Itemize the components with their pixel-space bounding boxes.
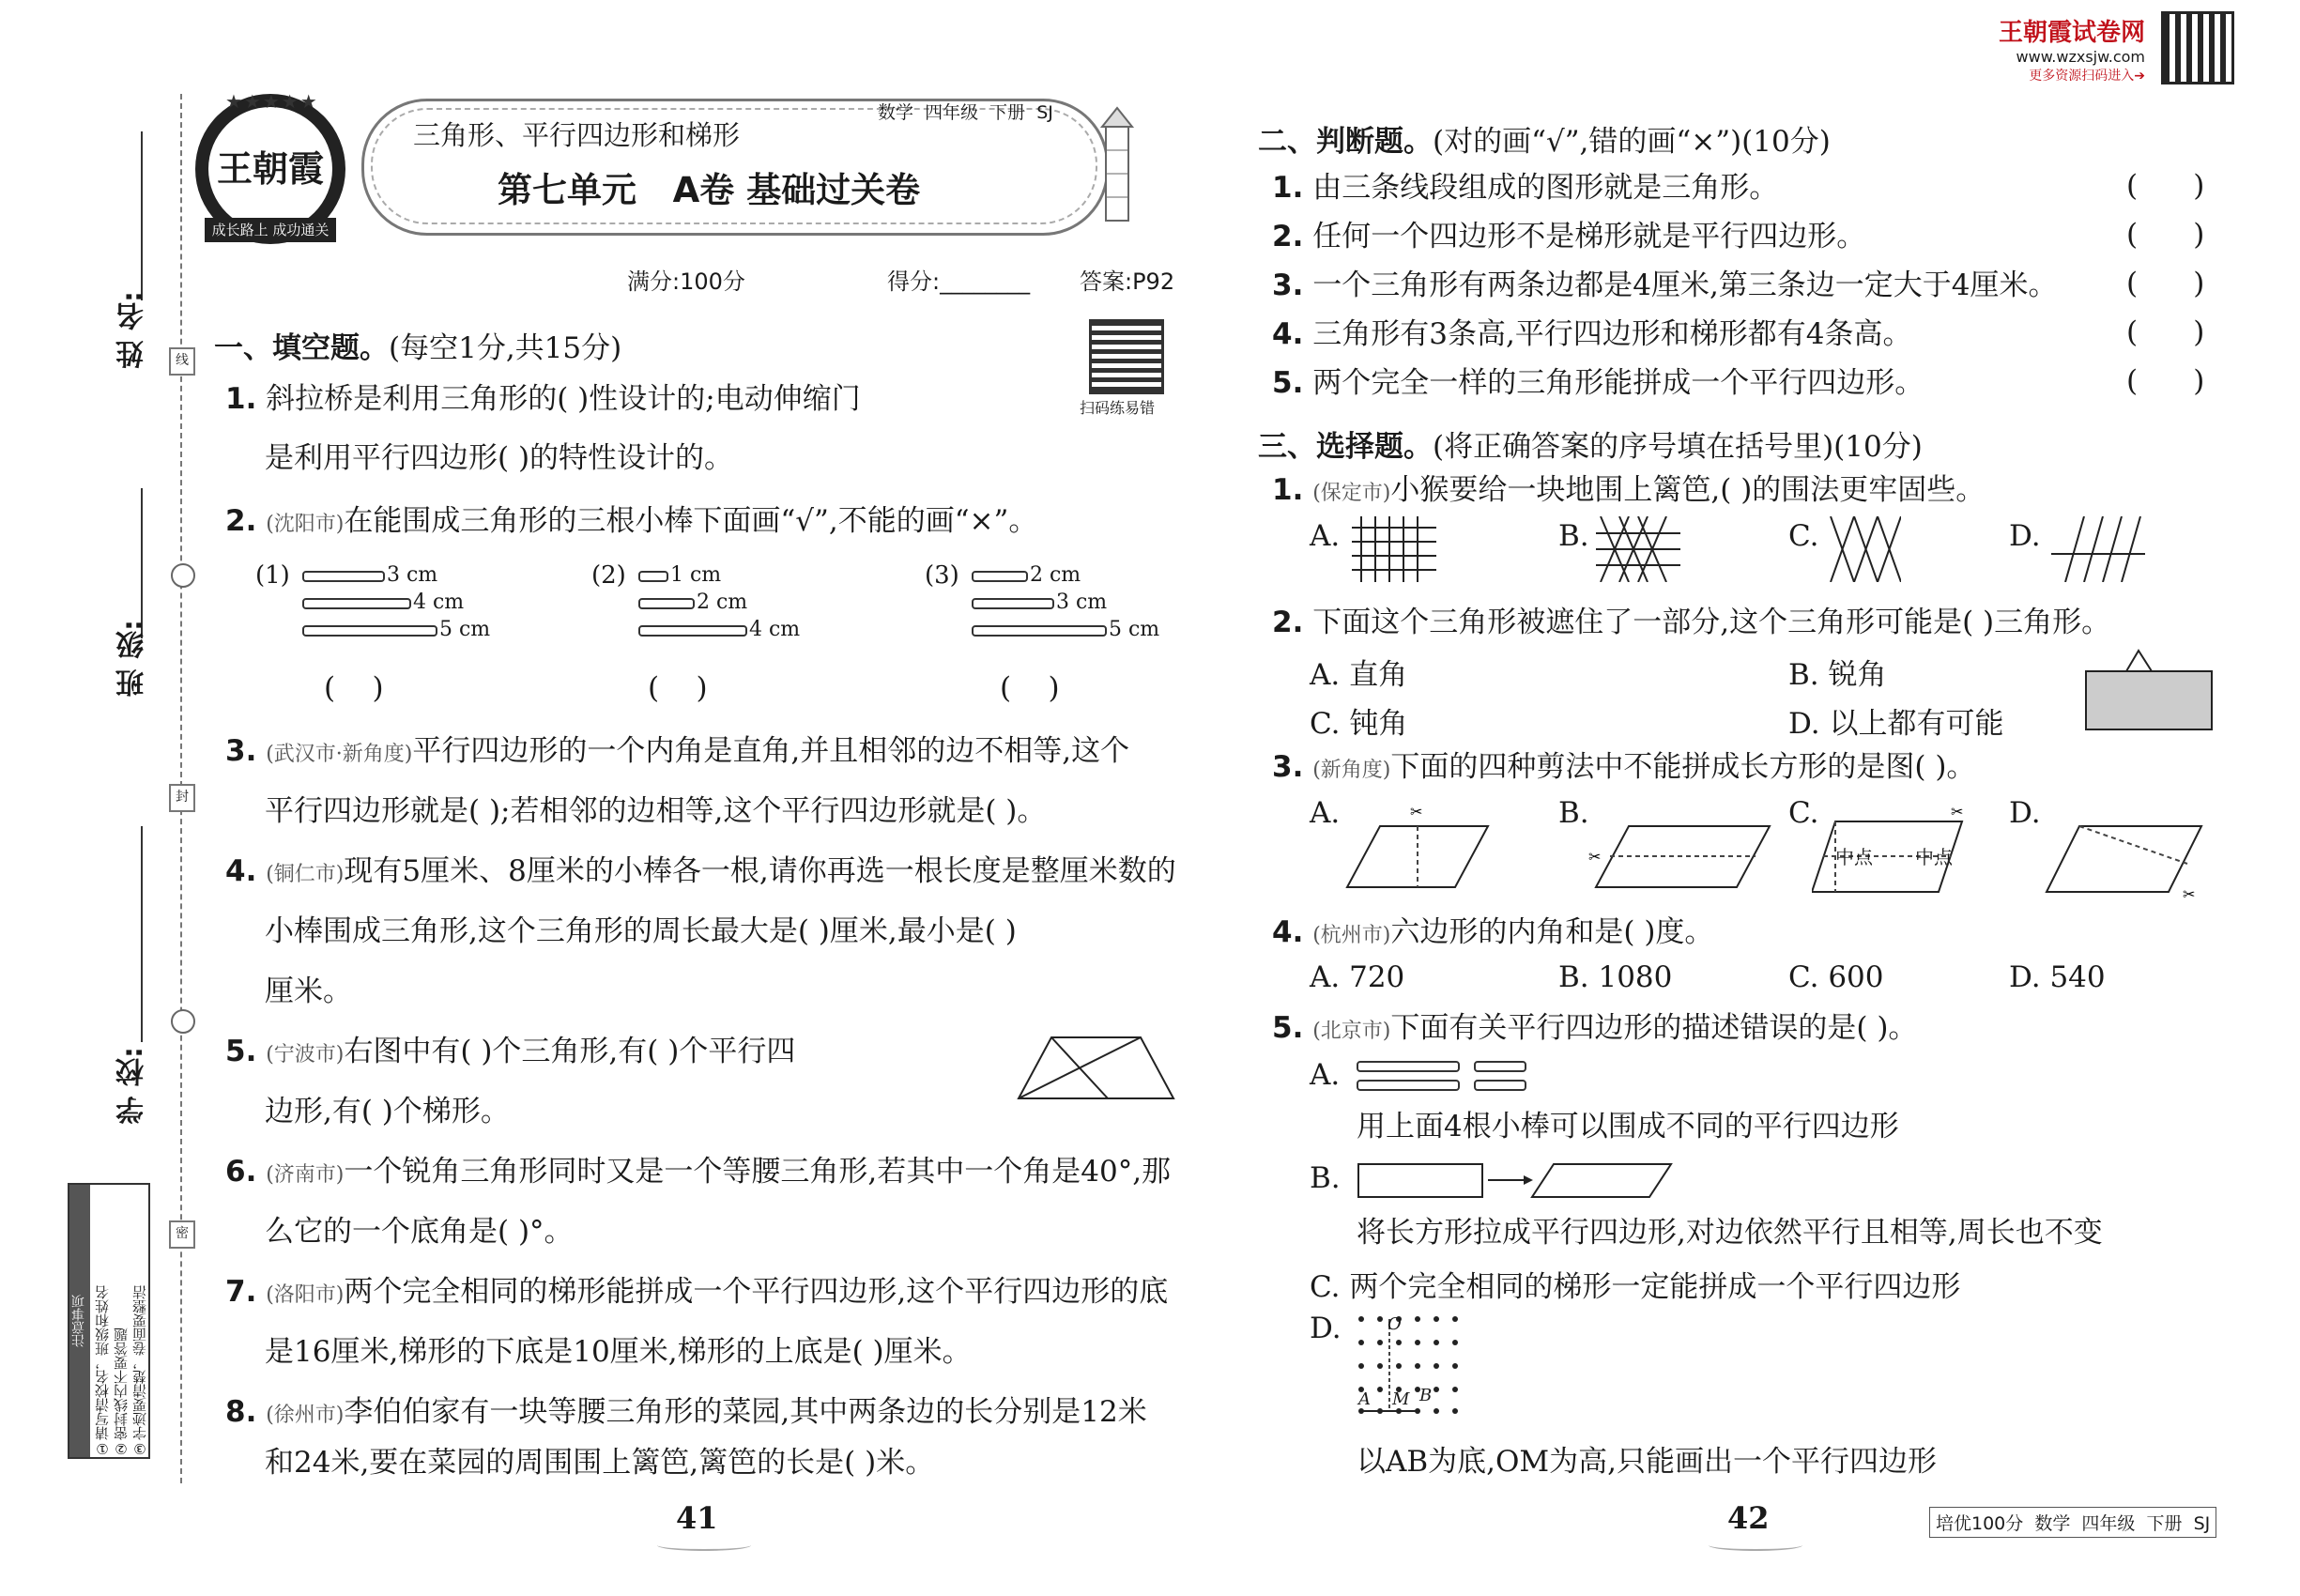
section1-note: (每空1分,共15分): [389, 331, 622, 365]
g2-len-1: 1 cm: [670, 563, 722, 587]
g1-stick-1: [302, 571, 385, 582]
g2-stick-1: [638, 571, 668, 582]
point-b-label: B: [1419, 1386, 1433, 1405]
name-underline: [141, 131, 143, 300]
q7-source: (洛阳市): [266, 1283, 345, 1307]
c-q5-stick-short-1: [1474, 1061, 1526, 1072]
c-q2-opt-c[interactable]: C. 钝角: [1310, 707, 1408, 741]
c-q5-num: 5.: [1272, 1011, 1304, 1045]
c-q4-opt-d[interactable]: D. 540: [2009, 960, 2106, 994]
notice-title: 注意事项: [69, 1185, 90, 1457]
g3-len-1: 2 cm: [1030, 563, 1081, 587]
g3-stick-2: [972, 598, 1054, 609]
q4-line1: [225, 852, 1176, 894]
c-q1-num: 1.: [1272, 473, 1304, 507]
c-q5: [1272, 1009, 1917, 1051]
tf-answer-1[interactable]: ( ): [2126, 169, 2205, 203]
q8-line1: [225, 1393, 1147, 1435]
q8-num: 8.: [225, 1395, 257, 1429]
tf-text: 由三条线段组成的图形就是三角形。: [1312, 171, 1779, 205]
section1-title: [214, 324, 621, 366]
q5-text1: 右图中有( )个三角形,有( )个平行四: [344, 1035, 796, 1068]
brand-site-name: 王朝霞试卷网: [1998, 19, 2145, 47]
class-label: 班 级:: [116, 620, 149, 698]
dot-grid-figure: [1352, 1310, 1483, 1422]
section1-title-text: 一、填空题。: [214, 331, 389, 365]
q7-num: 7.: [225, 1275, 257, 1309]
g1-answer[interactable]: ( ): [324, 671, 384, 705]
g3-stick-3: [972, 625, 1107, 637]
section2-note: (对的画“√”,错的画“×”)(10分): [1433, 125, 1831, 159]
q5-source: (宁波市): [266, 1043, 345, 1067]
fence-grid-a: [1352, 516, 1436, 582]
tf-num: 4.: [1272, 317, 1304, 351]
q6-line2: 么它的一个底角是( )°。: [265, 1215, 574, 1249]
c-q5-stick-long-2: [1357, 1080, 1460, 1091]
q6-line1: [225, 1153, 1171, 1194]
g1-stick-3: [302, 625, 437, 637]
g3-len-2: 3 cm: [1056, 591, 1108, 614]
cut-circle-icon: [171, 1009, 195, 1034]
section2-title-text: 二、判断题。: [1258, 125, 1433, 159]
q8-source: (徐州市): [266, 1404, 345, 1427]
c-q2-opt-b[interactable]: B. 锐角: [1788, 658, 1887, 692]
tf-num: 3.: [1272, 269, 1304, 302]
c-q1: [1272, 471, 1985, 513]
cut-circle-icon: [171, 563, 195, 588]
qr-caption: 扫码练易错: [1080, 399, 1156, 417]
q1-line1: [225, 380, 861, 418]
c-q1-text: 小猴要给一块地围上篱笆,( )的围法更牢固些。: [1390, 473, 1986, 507]
g3-label: (3): [925, 561, 959, 590]
midpoint-label-left: 中点: [1835, 846, 1873, 868]
q8-line2: 和24米,要在菜园的周围围上篱笆,篱笆的长是( )米。: [265, 1446, 935, 1480]
q2-line: [225, 502, 1037, 544]
tf-item-5: [1272, 364, 1924, 402]
g2-len-2: 2 cm: [697, 591, 748, 614]
logo-ribbon: 成长路上 成功通关: [205, 218, 336, 242]
q5-trapezoid-figure: [1014, 1033, 1178, 1103]
tf-text: 任何一个四边形不是梯形就是平行四边形。: [1312, 220, 1866, 253]
q4-line2: 小棒围成三角形,这个三角形的周长最大是( )厘米,最小是( ): [265, 914, 1017, 948]
notice-item: ②密封线内不要答题: [113, 1327, 130, 1457]
c-q5-source: (北京市): [1312, 1020, 1391, 1043]
g2-label: (2): [591, 561, 626, 590]
q3-line1: [225, 732, 1129, 774]
q6-source: (济南市): [266, 1163, 345, 1187]
score-field[interactable]: 得分:________: [887, 269, 1031, 295]
q3-line2: 平行四边形就是( );若相邻的边相等,这个平行四边形就是( )。: [265, 794, 1047, 828]
c-q3-opt-c[interactable]: C.: [1788, 796, 1819, 830]
q3-num: 3.: [225, 734, 257, 768]
q4-text1: 现有5厘米、8厘米的小棒各一根,请你再选一根长度是整厘米数的: [344, 854, 1176, 888]
cut-parallelogram-b: [1587, 807, 1774, 892]
brand-qr-icon[interactable]: [2161, 11, 2234, 84]
c-q1-opt-c[interactable]: C.: [1788, 519, 1819, 553]
q1-text1: 斜拉桥是利用三角形的( )性设计的;电动伸缩门: [266, 382, 861, 416]
c-q5-stick-short-2: [1474, 1080, 1526, 1091]
c-q3-opt-a[interactable]: A.: [1310, 796, 1341, 830]
q5-line2: 边形,有( )个梯形。: [265, 1095, 510, 1128]
logo-stars-icon: ★★★★★: [225, 90, 319, 113]
q8-text1: 李伯伯家有一块等腰三角形的菜园,其中两条边的长分别是12米: [344, 1395, 1147, 1429]
c-q5-opt-c[interactable]: C. 两个完全相同的梯形一定能拼成一个平行四边形: [1310, 1270, 1961, 1304]
tf-item-4: [1272, 315, 1912, 353]
header-topic: 三角形、平行四边形和梯形: [413, 119, 741, 151]
c-q1-opt-d[interactable]: D.: [2009, 519, 2041, 553]
c-q3-opt-d[interactable]: D.: [2009, 796, 2041, 830]
tf-text: 一个三角形有两条边都是4厘米,第三条边一定大于4厘米。: [1312, 269, 2058, 302]
tf-text: 三角形有3条高,平行四边形和梯形都有4条高。: [1312, 317, 1912, 351]
q3-text1: 平行四边形的一个内角是直角,并且相邻的边不相等,这个: [412, 734, 1130, 768]
q1-line2: 是利用平行四边形( )的特性设计的。: [265, 441, 734, 475]
q3-source: (武汉市·新角度): [266, 743, 413, 766]
c-q4-num: 4.: [1272, 915, 1304, 949]
point-o-label: O: [1388, 1314, 1402, 1334]
tf-item-1: [1272, 169, 1778, 207]
page-wave-icon: [657, 1540, 751, 1551]
c-q3-opt-b[interactable]: B.: [1558, 796, 1589, 830]
tf-num: 5.: [1272, 366, 1304, 400]
q4-line3: 厘米。: [265, 974, 352, 1008]
full-score: 满分:100分: [627, 269, 745, 295]
c-q1-opt-b[interactable]: B.: [1558, 519, 1589, 553]
c-q3-text: 下面的四种剪法中不能拼成长方形的是图( )。: [1390, 750, 1976, 784]
tf-text: 两个完全一样的三角形能拼成一个平行四边形。: [1312, 366, 1924, 400]
g3-stick-1: [972, 571, 1028, 582]
name-label: 姓 名:: [116, 291, 149, 369]
c-q5-d-text: 以AB为底,OM为高,只能画出一个平行四边形: [1357, 1445, 1938, 1479]
c-q2-num: 2.: [1272, 606, 1304, 639]
section3-title: [1258, 422, 1923, 465]
notice-item: ①请写清校名，班级和姓名: [94, 1285, 111, 1457]
c-q2: [1272, 604, 2110, 641]
q6-num: 6.: [225, 1155, 257, 1189]
scissors-icon: ✂: [1951, 803, 1964, 821]
brand-url[interactable]: www.wzxsjw.com: [2016, 48, 2145, 66]
point-a-label: A: [1358, 1389, 1371, 1409]
q7-text1: 两个完全相同的梯形能拼成一个平行四边形,这个平行四边形的底: [344, 1275, 1169, 1309]
section3-note: (将正确答案的序号填在括号里)(10分): [1433, 430, 1923, 464]
tf-answer-2[interactable]: ( ): [2126, 218, 2205, 252]
cut-parallelogram-d: [2037, 807, 2206, 901]
c-q4-opt-b[interactable]: B. 1080: [1558, 960, 1673, 994]
page-wave-icon: [1709, 1540, 1802, 1551]
point-m-label: M: [1392, 1389, 1410, 1409]
midpoint-label-right: 中点: [1915, 846, 1953, 868]
c-q2-opt-a[interactable]: A. 直角: [1310, 658, 1408, 692]
q7-line1: [225, 1273, 1168, 1314]
c-q5-text: 下面有关平行四边形的描述错误的是( )。: [1390, 1011, 1918, 1045]
tf-item-2: [1272, 218, 1865, 255]
c-q2-text: 下面这个三角形被遮住了一部分,这个三角形可能是( )三角形。: [1312, 606, 2111, 639]
c-q5-b-text: 将长方形拉成平行四边形,对边依然平行且相等,周长也不变: [1357, 1216, 2103, 1250]
left-page-number: 41: [676, 1500, 718, 1536]
g1-len-2: 4 cm: [413, 591, 465, 614]
q2-text: 在能围成三角形的三根小棒下面画“√”,不能的画“×”。: [344, 504, 1038, 538]
c-q4-source: (杭州市): [1312, 924, 1391, 947]
q2-source: (沈阳市): [266, 513, 345, 536]
cut-parallelogram-a: [1342, 798, 1493, 892]
cut-tag-secret: 密: [169, 1220, 195, 1249]
q2-num: 2.: [225, 504, 257, 538]
practice-qr-icon[interactable]: [1089, 319, 1164, 394]
q5-num: 5.: [225, 1035, 257, 1068]
g2-stick-2: [638, 598, 695, 609]
q4-source: (铜仁市): [266, 863, 345, 886]
tf-item-3: [1272, 267, 2058, 304]
c-q4-text: 六边形的内角和是( )度。: [1390, 915, 1714, 949]
g2-answer[interactable]: ( ): [648, 671, 708, 705]
c-q4: [1272, 913, 1713, 955]
c-q4-opt-a[interactable]: A. 720: [1310, 960, 1405, 994]
footer-series-tag: 培优100分 数学 四年级 下册 SJ: [1929, 1507, 2216, 1538]
fence-slant-d: [2051, 516, 2145, 582]
section2-title: [1258, 117, 1831, 160]
g1-len-3: 5 cm: [439, 618, 491, 641]
tf-num: 2.: [1272, 220, 1304, 253]
q5-line1: [225, 1033, 795, 1074]
class-underline: [141, 488, 143, 638]
c-q5-opt-d[interactable]: D.: [1310, 1312, 1342, 1345]
fence-diamond-c: [1826, 516, 1901, 582]
scissors-icon: ✂: [1410, 803, 1423, 821]
g1-label: (1): [255, 561, 290, 590]
q7-line2: 是16厘米,梯形的下底是10厘米,梯形的上底是( )厘米。: [265, 1335, 972, 1369]
c-q1-source: (保定市): [1312, 482, 1391, 505]
c-q3-source: (新角度): [1312, 759, 1391, 782]
q1-num: 1.: [225, 382, 257, 416]
tf-answer-3[interactable]: ( ): [2126, 267, 2205, 300]
school-label: 学 校:: [116, 1047, 149, 1125]
logo: 王朝霞: [208, 107, 332, 231]
c-q5-opt-a[interactable]: A.: [1310, 1058, 1341, 1092]
g1-stick-2: [302, 598, 411, 609]
cut-tag-line: 线: [169, 347, 195, 376]
covered-triangle-figure: [2084, 643, 2216, 732]
brand-slogan: 更多资源扫码进入➔: [2029, 69, 2145, 84]
page-title: 第七单元 A卷 基础过关卷: [498, 170, 921, 210]
g3-answer[interactable]: ( ): [1000, 671, 1060, 705]
c-q2-opt-d[interactable]: D. 以上都有可能: [1788, 707, 2004, 741]
c-q4-opt-c[interactable]: C. 600: [1788, 960, 1884, 994]
g2-stick-3: [638, 625, 747, 637]
q6-text1: 一个锐角三角形同时又是一个等腰三角形,若其中一个角是40°,那: [344, 1155, 1172, 1189]
notice-item: ③字迹要清楚，卷面要整洁: [131, 1285, 148, 1457]
cut-tag-seal: 封: [169, 784, 195, 812]
tf-num: 1.: [1272, 171, 1304, 205]
tf-answer-5[interactable]: ( ): [2126, 364, 2205, 398]
rect-to-parallelogram-figure: [1357, 1159, 1680, 1202]
q4-num: 4.: [225, 854, 257, 888]
g1-len-1: 3 cm: [387, 563, 438, 587]
notice-box: [68, 1183, 150, 1459]
right-page-number: 42: [1727, 1500, 1770, 1536]
c-q5-a-text: 用上面4根小棒可以围成不同的平行四边形: [1357, 1110, 1899, 1143]
g3-len-3: 5 cm: [1109, 618, 1160, 641]
school-underline: [141, 826, 143, 1042]
c-q5-stick-long-1: [1357, 1061, 1460, 1072]
c-q3-num: 3.: [1272, 750, 1304, 784]
g2-len-3: 4 cm: [749, 618, 801, 641]
scissors-icon: ✂: [2183, 885, 2196, 901]
fence-cross-b: [1596, 516, 1680, 582]
tf-answer-4[interactable]: ( ): [2126, 315, 2205, 349]
lighthouse-icon: [1080, 99, 1155, 230]
section3-title-text: 三、选择题。: [1258, 430, 1433, 464]
header-subject-tags: 数学 四年级 下册 SJ: [878, 102, 1053, 123]
scissors-icon: ✂: [1588, 848, 1602, 866]
c-q3: [1272, 748, 1975, 790]
c-q1-opt-a[interactable]: A.: [1310, 519, 1341, 553]
answer-page-ref: 答案:P92: [1080, 269, 1175, 295]
c-q5-opt-b[interactable]: B.: [1310, 1161, 1341, 1195]
